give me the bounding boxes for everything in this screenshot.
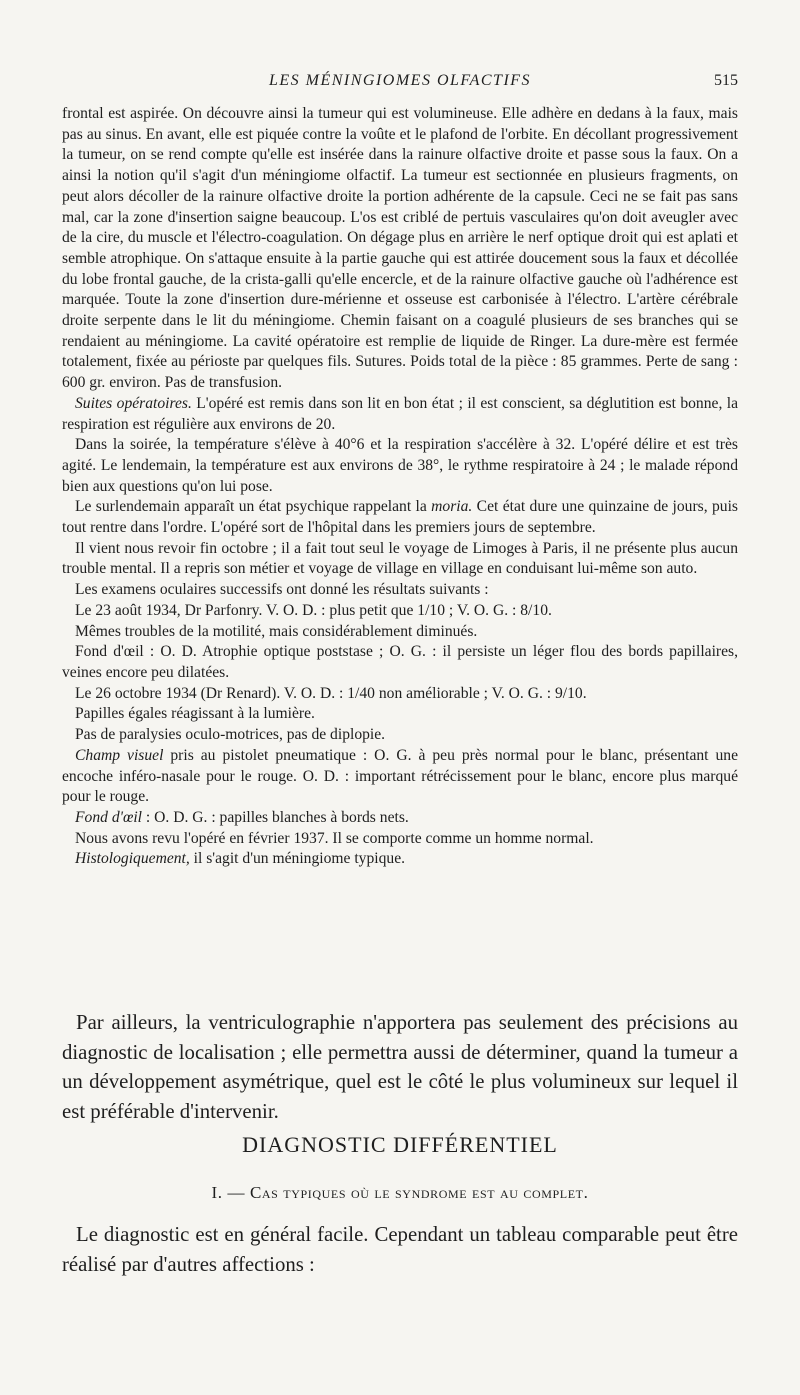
paragraph-text: il s'agit d'un méningiome typique. (189, 850, 406, 868)
case-paragraph (62, 580, 738, 601)
paragraph-text: Dans la soirée, la température s'élève à 40°6 et la respiration s'accélère à 32. L'opéré délire et est très agité. Le lendemain, la température est aux environs de 38°, le rythme respiratoire à 24 ; le malade répond bien aux questions qu'on lui pose. (62, 436, 738, 495)
paragraph-text: Fond d'œil : O. D. Atrophie optique poststase ; O. G. : il persiste un léger flou des bords papillaires, veines encore peu dilatées. (62, 643, 738, 681)
italic-term: Suites opératoires. (75, 394, 192, 412)
italic-term: Fond d'œil (75, 808, 143, 826)
running-header (62, 72, 738, 96)
paragraph-text: Nous avons revu l'opéré en février 1937. Il se comporte comme un homme normal. (75, 829, 594, 847)
case-paragraph (62, 104, 738, 394)
case-paragraph (62, 622, 738, 643)
subsection-heading: I. — Cas typiques où le syndrome est au complet. (211, 1183, 589, 1202)
italic-term: Champ visuel (75, 746, 164, 764)
case-paragraph (62, 829, 738, 850)
paragraph-text: Le 23 août 1934, Dr Parfonry. V. O. D. : plus petit que 1/10 ; V. O. G. : 8/10. (75, 601, 552, 619)
italic-term: moria. (431, 498, 473, 516)
paragraph-text: : O. D. G. : papilles blanches à bords nets. (142, 808, 409, 826)
case-paragraph (62, 642, 738, 683)
paragraph-text: Le surlendemain apparaît un état psychique rappelant la (75, 498, 432, 516)
paragraph-text: Mêmes troubles de la motilité, mais considérablement diminués. (75, 622, 478, 640)
paragraph-text: Le 26 octobre 1934 (Dr Renard). V. O. D. : 1/40 non améliorable ; V. O. G. : 9/10. (75, 684, 587, 702)
paragraph-text: Il vient nous revoir fin octobre ; il a fait tout seul le voyage de Limoges à Paris, il ne présente plus aucun trouble mental. Il a repris son métier et voyage de village en village en conduisant lui-même son auto. (62, 539, 738, 578)
case-paragraph (62, 684, 738, 705)
running-title: LES MÉNINGIOMES OLFACTIFS (268, 72, 532, 89)
case-report-text (62, 104, 738, 870)
main-paragraph-block (62, 1008, 738, 1126)
paragraph-text: Papilles égales réagissant à la lumière. (75, 705, 315, 723)
case-paragraph (62, 704, 738, 725)
closing-paragraph: Le diagnostic est en général facile. Cependant un tableau comparable peut être réalisé par d'autres affections : (62, 1223, 738, 1276)
case-paragraph (62, 435, 738, 497)
main-paragraph: Par ailleurs, la ventriculographie n'apportera pas seulement des précisions au diagnostic de localisation ; elle permettra aussi de déterminer, quand la tumeur a un développement asymétrique, quel est le côté le plus volumineux sur lequel il est préférable d'intervenir. (62, 1011, 738, 1123)
case-paragraph (62, 601, 738, 622)
case-paragraph (62, 849, 738, 870)
case-paragraph (62, 808, 738, 829)
paragraph-text: frontal est aspirée. On découvre ainsi la tumeur qui est volumineuse. Elle adhère en dedans à la faux, mais pas au sinus. En avant, elle est piquée contre la voûte et le plafond de l'orbite. En décollant progressivement la tumeur, on se rend compte qu'elle est insérée dans la rainure olfactive droite et passe sous la faux. On a ainsi la notion qu'il s'agit d'un méningiome olfactif. La tumeur est sectionnée en plusieurs fragments, on peut alors décoller de la rainure olfactive droite la portion adhérente de la capsule. Ceci ne se fait pas sans mal, car la zone d'insertion saigne beaucoup. L'os est criblé de pertuis vasculaires qu'on doit aveugler avec de la cire, du muscle et l'électro-coagulation. On dégage plus en arrière le nerf optique droit qui est aplati et semble atrophique. On s'attaque ensuite à la partie gauche qui est attirée doucement sous la faux et décollée du lobe frontal gauche, de la crista-galli qu'elle encercle, et de la rainure olfactive gauche où l'adhérence est marquée. Toute la zone d'insertion dure-mérienne et osseuse est carbonisée à l'électro. L'artère cérébrale droite serpente dans le lit du méningiome. Chemin faisant on a coagulé plusieurs de ses branches qui se rendaient au méningiome. La cavité opératoire est remplie de liquide de Ringer. La dure-mère est fermée totalement, fixée au périoste par quelques fils. Sutures. Poids total de la pièce : 85 grammes. Perte de sang : 600 gr. environ. Pas de transfusion. (62, 105, 738, 392)
case-paragraph (62, 539, 738, 580)
closing-paragraph-block (62, 1220, 738, 1279)
paragraph-text: L'opéré est remis dans son lit en bon état ; il est conscient, sa déglutition est bonne, la respiration est régulière aux environs de 20. (62, 394, 738, 433)
case-paragraph (62, 394, 738, 435)
section-heading: DIAGNOSTIC DIFFÉRENTIEL (242, 1132, 558, 1157)
paragraph-text: pris au pistolet pneumatique : O. G. à peu près normal pour le blanc, présentant une encoche inféro-nasale pour le rouge. O. D. : important rétrécissement pour le blanc, encore plus marqué pour le rouge. (62, 746, 738, 806)
case-paragraph (62, 497, 738, 538)
case-paragraph (62, 725, 738, 746)
case-paragraph (62, 746, 738, 808)
paragraph-text: Les examens oculaires successifs ont donné les résultats suivants : (75, 581, 489, 599)
page-number: 515 (714, 72, 738, 89)
paragraph-text: Cet état dure une quinzaine de jours, puis tout rentre dans l'ordre. L'opéré sort de l'hôpital dans les premiers jours de septembre. (62, 498, 738, 537)
paragraph-text: Pas de paralysies oculo-motrices, pas de diplopie. (75, 726, 386, 744)
italic-term: Histologiquement, (75, 850, 190, 868)
